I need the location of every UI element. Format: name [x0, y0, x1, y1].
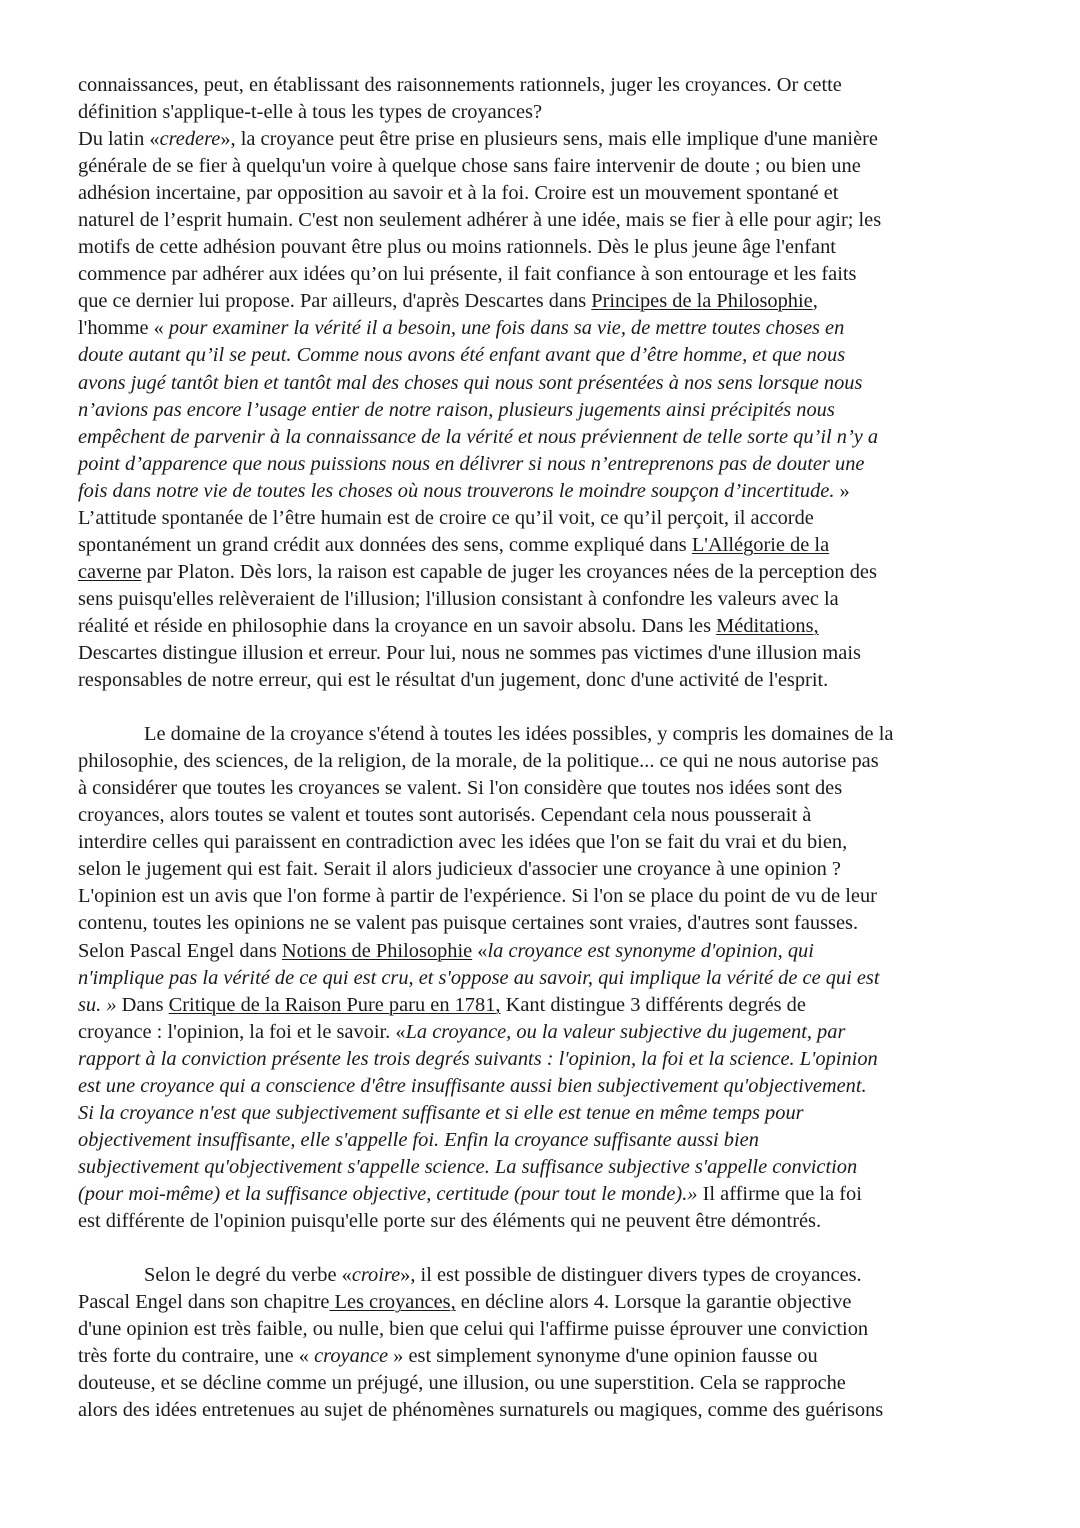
- italic-quote: objectivement insuffisante, elle s'appelle foi. Enfin la croyance suffisante aussi bien: [78, 1128, 759, 1151]
- italic-quote: (pour moi-même) et la suffisance objective, certitude (pour tout le monde).»: [78, 1182, 698, 1205]
- italic-quote: su. »: [78, 993, 117, 1016]
- text-run: philosophie, des sciences, de la religion, de la morale, de la politique... ce qui ne nous autorise pas: [78, 750, 879, 773]
- underlined-title: Notions de Philosophie: [281, 939, 473, 962]
- paragraph-gap: [78, 694, 1010, 721]
- text-run: est différente de l'opinion puisqu'elle porte sur des éléments qui ne peuvent être démontrés.: [78, 1209, 822, 1232]
- text-run: », la croyance peut être prise en plusieurs sens, mais elle implique d'une manière: [220, 128, 878, 151]
- italic-quote: Si la croyance n'est que subjectivement suffisante et si elle est tenue en même temps pour: [78, 1101, 804, 1124]
- text-run: alors des idées entretenues au sujet de phénomènes surnaturels ou magiques, comme des guérisons: [78, 1399, 884, 1422]
- text-line: [78, 1343, 1010, 1370]
- underlined-title: Méditations,: [716, 614, 819, 637]
- text-run: spontanément un grand crédit aux données des sens, comme expliqué dans: [78, 533, 692, 556]
- text-line: [78, 586, 1010, 613]
- text-run: définition s'applique-t-elle à tous les types de croyances?: [78, 101, 543, 124]
- text-line: [78, 451, 1010, 478]
- text-line: [78, 910, 1010, 937]
- text-run: commence par adhérer aux idées qu’on lui présente, il fait confiance à son entourage et les faits: [78, 263, 857, 286]
- text-line: [78, 667, 1010, 694]
- text-run: Pascal Engel dans son chapitre: [78, 1291, 330, 1314]
- text-run: L’attitude spontanée de l’être humain est de croire ce qu’il voit, ce qu’il perçoit, il accorde: [78, 506, 814, 529]
- underlined-title: Les croyances,: [329, 1291, 456, 1314]
- text-run: L'opinion est un avis que l'on forme à partir de l'expérience. Si l'on se place du point de vu de leur: [78, 885, 877, 908]
- italic-quote: doute autant qu’il se peut. Comme nous avons été enfant avant que d’être homme, et que nous: [78, 344, 846, 367]
- text-line: [78, 1019, 1010, 1046]
- text-run: naturel de l’esprit humain. C'est non seulement adhérer à une idée, mais se fier à elle pour agir; les: [78, 209, 882, 232]
- text-line: [78, 99, 1010, 126]
- text-run: responsables de notre erreur, qui est le résultat d'un jugement, donc d'une activité de l'esprit.: [78, 669, 829, 692]
- text-line: [78, 424, 1010, 451]
- text-line: [78, 180, 1010, 207]
- italic-quote: n'implique pas la vérité de ce qui est cru, et s'oppose au savoir, qui implique la vérité de ce qui est: [78, 966, 880, 989]
- text-run: «: [472, 939, 488, 962]
- underlined-title: L'Allégorie de la: [691, 533, 830, 556]
- text-line: [78, 1208, 1010, 1235]
- text-run: d'une opinion est très faible, ou nulle, bien que celui qui l'affirme puisse éprouver une conviction: [78, 1318, 869, 1341]
- text-run: croyance : l'opinion, la foi et le savoir. «: [78, 1020, 406, 1043]
- text-line: [78, 315, 1010, 342]
- text-line: [78, 829, 1010, 856]
- paragraph-p1: [78, 72, 1010, 694]
- text-run: l'homme «: [78, 317, 169, 340]
- text-run: en décline alors 4. Lorsque la garantie objective: [455, 1291, 852, 1314]
- text-run: croyances, alors toutes se valent et toutes sont autorisés. Cependant cela nous pousserait à: [78, 804, 812, 827]
- text-run: très forte du contraire, une «: [78, 1345, 315, 1368]
- italic-quote: empêchent de parvenir à la connaissance de la vérité et nous préviennent de telle sorte qu’il n’y a: [78, 425, 879, 448]
- text-line: [78, 1100, 1010, 1127]
- italic-quote: credere: [159, 128, 221, 151]
- text-line: [78, 505, 1010, 532]
- text-run: Le domaine de la croyance s'étend à toutes les idées possibles, y compris les domaines de la: [144, 723, 894, 746]
- text-line: [78, 370, 1010, 397]
- text-run: par Platon. Dès lors, la raison est capable de juger les croyances nées de la perception des: [141, 560, 877, 583]
- text-line: [78, 1127, 1010, 1154]
- text-line: [78, 288, 1010, 315]
- text-run: que ce dernier lui propose. Par ailleurs, d'après Descartes dans: [78, 290, 592, 313]
- italic-quote: n’avions pas encore l’usage entier de notre raison, plusieurs jugements ainsi précipités nous: [78, 398, 835, 421]
- text-line: [78, 397, 1010, 424]
- text-line: [78, 559, 1010, 586]
- text-run: à considérer que toutes les croyances se valent. Si l'on considère que toutes nos idées sont des: [78, 777, 843, 800]
- paragraph-p3: [78, 1262, 1010, 1424]
- text-run: Descartes distingue illusion et erreur. Pour lui, nous ne sommes pas victimes d'une illusion mais: [78, 641, 861, 664]
- text-line: [78, 938, 1010, 965]
- text-line: [78, 153, 1010, 180]
- text-run: douteuse, et se décline comme un préjugé, une illusion, ou une superstition. Cela se rapproche: [78, 1372, 846, 1395]
- paragraph-p2: [78, 721, 1010, 1235]
- text-line: [78, 748, 1010, 775]
- text-run: selon le jugement qui est fait. Serait il alors judicieux d'associer une croyance à une opinion ?: [78, 858, 841, 881]
- text-line: [78, 1316, 1010, 1343]
- text-line: [78, 721, 1010, 748]
- text-run: ,: [812, 290, 818, 313]
- underlined-title: Principes de la Philosophie: [591, 290, 813, 313]
- text-line: [78, 478, 1010, 505]
- italic-quote: rapport à la conviction présente les trois degrés suivants : l'opinion, la foi et la science. L'opinion: [78, 1047, 878, 1070]
- text-run: Dans: [116, 993, 169, 1016]
- italic-quote: croire: [351, 1264, 401, 1287]
- text-run: sens puisqu'elles relèveraient de l'illusion; l'illusion consistant à confondre les valeurs avec la: [78, 587, 839, 610]
- text-run: connaissances, peut, en établissant des raisonnements rationnels, juger les croyances. Or cette: [78, 74, 842, 96]
- text-run: générale de se fier à quelqu'un voire à quelque chose sans faire intervenir de doute ; ou bien une: [78, 155, 861, 178]
- italic-quote: avons jugé tantôt bien et tantôt mal des choses qui nous sont présentées à nos sens lorsque nous: [78, 371, 863, 394]
- italic-quote: La croyance, ou la valeur subjective du jugement, par: [405, 1020, 846, 1043]
- text-run: contenu, toutes les opinions ne se valent pas puisque certaines sont vraies, d'autres sont fausses.: [78, 912, 859, 935]
- text-line: [78, 856, 1010, 883]
- italic-quote: est une croyance qui a conscience d'être insuffisante aussi bien subjectivement qu'objectivement.: [78, 1074, 867, 1097]
- text-run: Kant distingue 3 différents degrés de: [500, 993, 806, 1016]
- text-line: [78, 1370, 1010, 1397]
- text-line: [78, 261, 1010, 288]
- paragraph-gap: [78, 1235, 1010, 1262]
- text-line: [78, 1262, 1010, 1289]
- text-line: [78, 1073, 1010, 1100]
- text-run: adhésion incertaine, par opposition au savoir et à la foi. Croire est un mouvement spontané et: [78, 182, 839, 205]
- text-run: motifs de cette adhésion pouvant être plus ou moins rationnels. Dès le plus jeune âge l'enfant: [78, 236, 836, 259]
- text-line: [78, 1397, 1010, 1424]
- text-run: », il est possible de distinguer divers types de croyances.: [400, 1264, 862, 1287]
- text-line: [78, 883, 1010, 910]
- text-run: » est simplement synonyme d'une opinion fausse ou: [388, 1345, 818, 1368]
- text-run: interdire celles qui paraissent en contradiction avec les idées que l'on se fait du vrai et du bien,: [78, 831, 848, 854]
- text-run: »: [834, 479, 850, 502]
- text-line: [78, 1289, 1010, 1316]
- italic-quote: croyance: [314, 1345, 389, 1368]
- text-run: Du latin «: [78, 128, 160, 151]
- text-run: Selon le degré du verbe «: [144, 1264, 352, 1287]
- text-line: [78, 1154, 1010, 1181]
- text-run: Il affirme que la foi: [697, 1182, 862, 1205]
- text-line: [78, 1181, 1010, 1208]
- text-line: [78, 532, 1010, 559]
- text-line: [78, 965, 1010, 992]
- text-run: réalité et réside en philosophie dans la croyance en un savoir absolu. Dans les: [78, 614, 717, 637]
- italic-quote: la croyance est synonyme d'opinion, qui: [487, 939, 814, 962]
- text-line: [78, 992, 1010, 1019]
- text-line: [78, 207, 1010, 234]
- text-line: [78, 126, 1010, 153]
- underlined-title: Critique de la Raison Pure paru en 1781,: [168, 993, 501, 1016]
- text-line: [78, 342, 1010, 369]
- italic-quote: pour examiner la vérité il a besoin, une fois dans sa vie, de mettre toutes choses en: [168, 317, 845, 340]
- text-line: [78, 802, 1010, 829]
- text-line: [78, 775, 1010, 802]
- text-line: [78, 1046, 1010, 1073]
- italic-quote: point d’apparence que nous puissions nous en délivrer si nous n’entreprenons pas de douter une: [78, 452, 865, 475]
- underlined-title: caverne: [78, 560, 142, 583]
- italic-quote: fois dans notre vie de toutes les choses où nous trouverons le moindre soupçon d’incertitude.: [78, 479, 835, 502]
- text-line: [78, 640, 1010, 667]
- text-line: [78, 72, 1010, 99]
- text-line: [78, 613, 1010, 640]
- italic-quote: subjectivement qu'objectivement s'appelle science. La suffisance subjective s'appelle conviction: [78, 1155, 858, 1178]
- text-run: Selon Pascal Engel dans: [78, 939, 282, 962]
- text-line: [78, 234, 1010, 261]
